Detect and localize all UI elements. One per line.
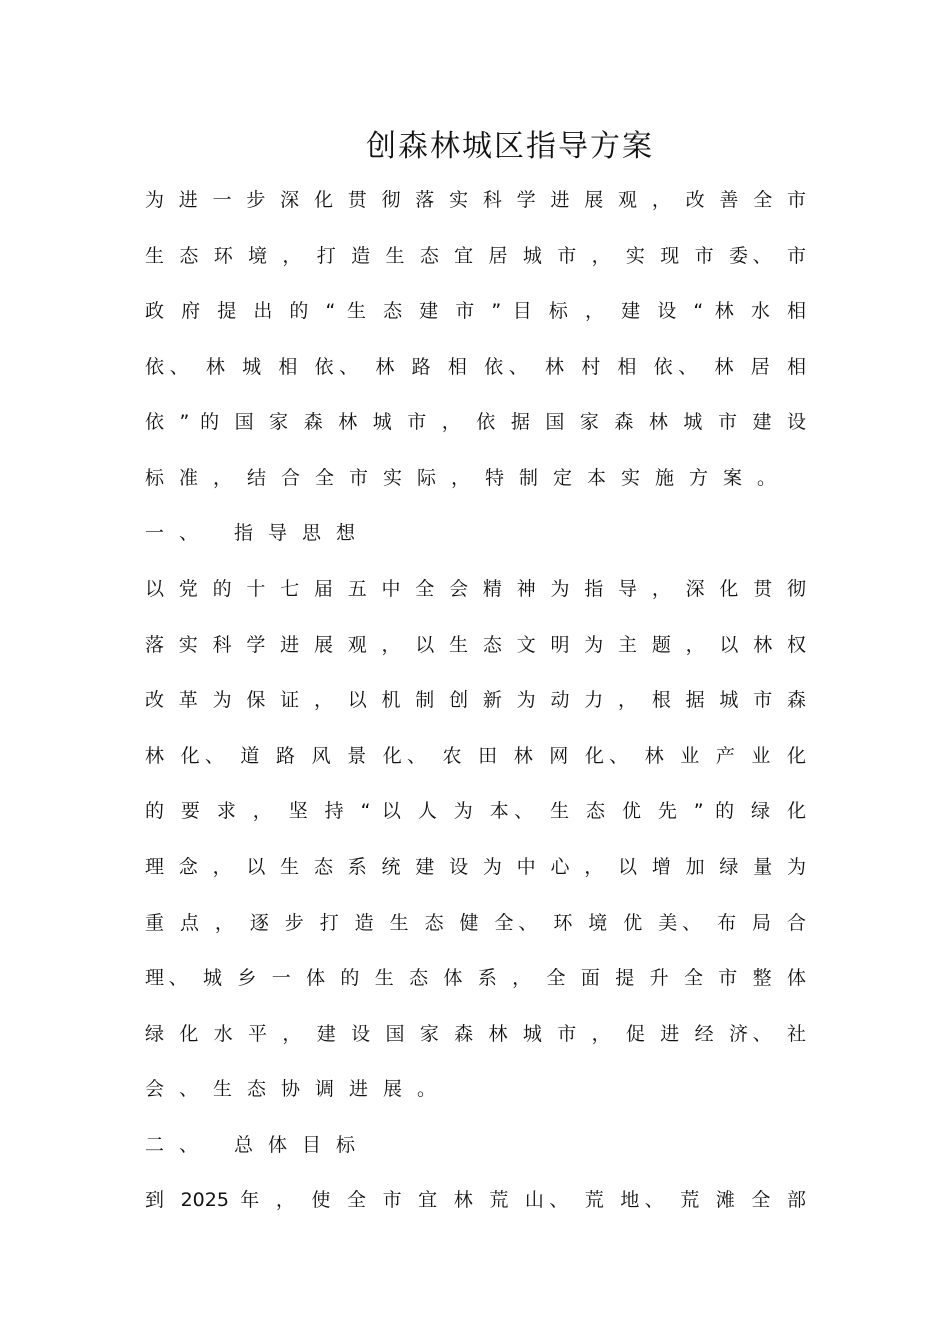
body-line: 绿 化 水 平 ， 建 设 国 家 森 林 城 市 ， 促 进 经 济、 社 (145, 1023, 806, 1045)
body-line: 林 化、 道 路 风 景 化、 农 田 林 网 化、 林 业 产 业 化 (145, 745, 806, 767)
document-title: 创森林城区指导方案 (366, 129, 654, 164)
body-line: 的 要 求 ， 坚 持 “ 以 人 为 本、 生 态 优 先 ” 的 绿 化 (145, 800, 806, 822)
section-heading: 二、 总体目标 (145, 1134, 371, 1156)
body-line: 重 点 ， 逐 步 打 造 生 态 健 全、 环 境 优 美、 布 局 合 (145, 912, 806, 934)
body-line: 改 革 为 保 证 ， 以 机 制 创 新 为 动 力 ， 根 据 城 市 森 (145, 689, 806, 711)
body-line: 标准，结合全市实际，特制定本实施方案。 (145, 467, 792, 489)
body-line: 生 态 环 境 ， 打 造 生 态 宜 居 城 市 ， 实 现 市 委、 市 (145, 245, 806, 267)
body-line: 政 府 提 出 的 “ 生 态 建 市 ” 目 标 ， 建 设 “ 林 水 相 (145, 300, 806, 322)
body-line: 依 ” 的 国 家 森 林 城 市 ， 依 据 国 家 森 林 城 市 建 设 (145, 411, 806, 433)
body-line: 为 进 一 步 深 化 贯 彻 落 实 科 学 进 展 观 ， 改 善 全 市 (145, 189, 806, 211)
section-heading: 一、 指导思想 (145, 522, 371, 544)
body-line: 依、 林 城 相 依、 林 路 相 依、 林 村 相 依、 林 居 相 (145, 356, 806, 378)
body-line: 理 念 ， 以 生 态 系 统 建 设 为 中 心 ， 以 增 加 绿 量 为 (145, 856, 806, 878)
body-line: 落 实 科 学 进 展 观 ， 以 生 态 文 明 为 主 题 ， 以 林 权 (145, 634, 806, 656)
body-line: 理、 城 乡 一 体 的 生 态 体 系 ， 全 面 提 升 全 市 整 体 (145, 967, 806, 989)
body-line: 会、生态协调进展。 (145, 1078, 452, 1100)
body-line: 到 2025 年 ， 使 全 市 宜 林 荒 山、 荒 地、 荒 滩 全 部 (145, 1189, 806, 1211)
body-line: 以 党 的 十 七 届 五 中 全 会 精 神 为 指 导 ， 深 化 贯 彻 (145, 578, 806, 600)
